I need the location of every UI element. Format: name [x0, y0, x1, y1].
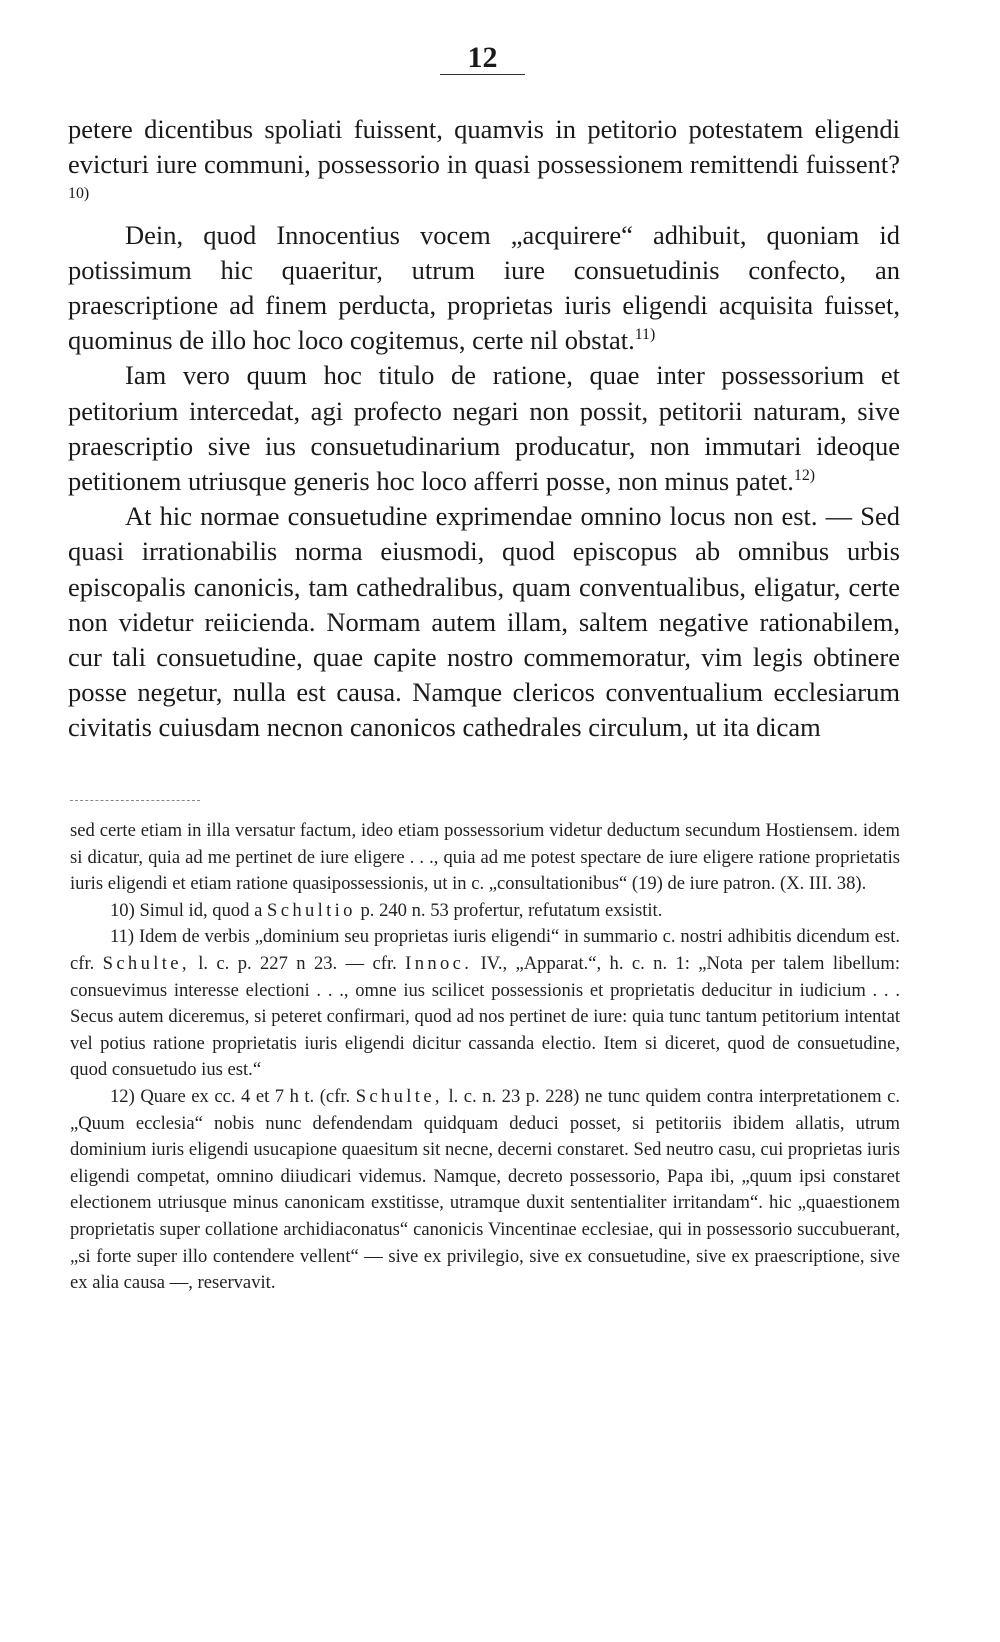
paragraph-4	[68, 499, 900, 745]
footnote-11-text-a: Idem de verbis „dominium seu proprietas iuris eligendi“ in summario c. nostri adhibitis dicendum est. cfr.	[70, 926, 901, 974]
main-text	[68, 112, 900, 746]
paragraph-3	[68, 358, 900, 499]
footnote-10-mark: 10)	[110, 899, 135, 921]
footnote-10-text-a: Simul id, quod a	[139, 899, 263, 921]
page-number: 12	[440, 42, 525, 75]
footnote-11-text-b: l. c. p. 227 n 23. — cfr.	[198, 952, 397, 974]
footnote-12-author: Schulte,	[355, 1085, 443, 1107]
footnote-12-text-a: Quare ex cc. 4 et 7 h t. (cfr.	[140, 1085, 351, 1107]
paragraph-2	[68, 218, 900, 359]
footnote-11-mark: 11)	[110, 926, 135, 948]
footnote-continuation: sed certe etiam in illa versatur factum, ideo etiam possessorium videtur deductum secundum Hostiensem. idem si dicatur, quia ad me pertinet de iure eligere . . ., quia ad me potest spectare de iure eligere ratione proprietatis iuris eligendi et etiam ratione quasipossessionis, ut in c. „consultationibus“ (19) de iure patron. (X. III. 38).	[70, 820, 900, 895]
footnote-12-text-b: l. c. n. 23 p. 228) ne tunc quidem contra interpretationem c. „Quum ecclesia“ nobis nunc defendendam quidquam deduci posset, si petitoriis ibidem allatis, utrum dominium iuris eligendi usucapione quaesitum sit necne, decerni constaret. Sed neutro casu, cui proprietas iuris eligendi competat, omnino diiudicari videmus. Namque, decreto possessorio, Papa ibi, „quum ipsi constaret electionem utriusque minus canonicam exstitisse, utramque duxit sententialiter irritandam“. hic „quaestionem proprietatis super collatione archidiaconatus“ canonicis Vincentinae ecclesiae, qui in possessorio succubuerant, „si forte super illo contendere vellent“ — sive ex privilegio, sive ex consuetudine, sive ex praescriptione, sive ex alia causa —, reservavit.	[70, 1085, 901, 1294]
paragraph-1-text: petere dicentibus spoliati fuissent, quamvis in petitorio potestatem eligendi evicturi iure communi, possessorio in quasi possessionem remittendi fuissent?	[68, 114, 900, 180]
footnote-ref-12: 12)	[793, 467, 816, 485]
footnote-ref-11: 11)	[634, 326, 656, 344]
footnotes	[70, 818, 900, 1297]
paragraph-3-text: Iam vero quum hoc titulo de ratione, quae inter possessorium et petitorium intercedat, agi profecto negari non possit, petitorii naturam, sive praescriptio sive ius consuetudinarium producatur, non immutari ideoque petitionem utriusque generis hoc loco afferri posse, non minus patet.	[68, 360, 900, 497]
footnote-ref-10: 10)	[68, 185, 90, 203]
footnote-12-mark: 12)	[110, 1085, 135, 1107]
footnote-10-text-b: p. 240 n. 53 profertur, refutatum exsistit.	[360, 899, 663, 921]
footnote-10-author: Schultio	[267, 899, 356, 921]
footnote-11	[70, 924, 900, 1084]
footnote-11-text-c: IV., „Apparat.“, h. c. n. 1: „Nota per talem libellum: consuevimus interesse electioni . . ., omne ius scilicet possessionis et proprietatis deducitur in iudicium . . . Secus autem diceremus, si peteret confirmari, quod ad nos pertinet de iure: quia tunc tantum petitorium intentat vel potius ratione proprietatis iuris eligendi dicitur cassanda electio. Item si diceret, quod de consuetudine, quod consuetudo ius est.“	[70, 952, 900, 1081]
paragraph-2-text: Dein, quod Innocentius vocem „acquirere“ adhibuit, quoniam id potissimum hic quaeritur, utrum iure consuetudinis confecto, an praescriptione ad finem perducta, proprietas iuris eligendi acquisita fuisset, quominus de illo hoc loco cogitemus, certe nil obstat.	[68, 219, 900, 356]
footnote-10	[70, 898, 900, 925]
footnote-divider	[70, 800, 200, 801]
paragraph-4-text: At hic normae consuetudine exprimendae omnino locus non est. — Sed quasi irrationabilis norma eiusmodi, quod episcopus ab omnibus urbis episcopalis canonicis, tam cathedralibus, quam conventualibus, eligatur, certe non videtur reiicienda. Normam autem illam, saltem negative rationabilem, cur tali consuetudine, quae capite nostro commemoratur, vim legis obtinere posse negetur, nulla est causa. Namque clericos conventualium ecclesiarum civitatis cuiusdam necnon canonicos cathedrales circulum, ut ita dicam	[68, 501, 900, 743]
footnote-11-author-1: Schulte,	[102, 952, 190, 974]
footnote-11-author-2: Innoc.	[405, 952, 473, 974]
footnote-12	[70, 1084, 900, 1297]
paragraph-1	[68, 112, 900, 218]
